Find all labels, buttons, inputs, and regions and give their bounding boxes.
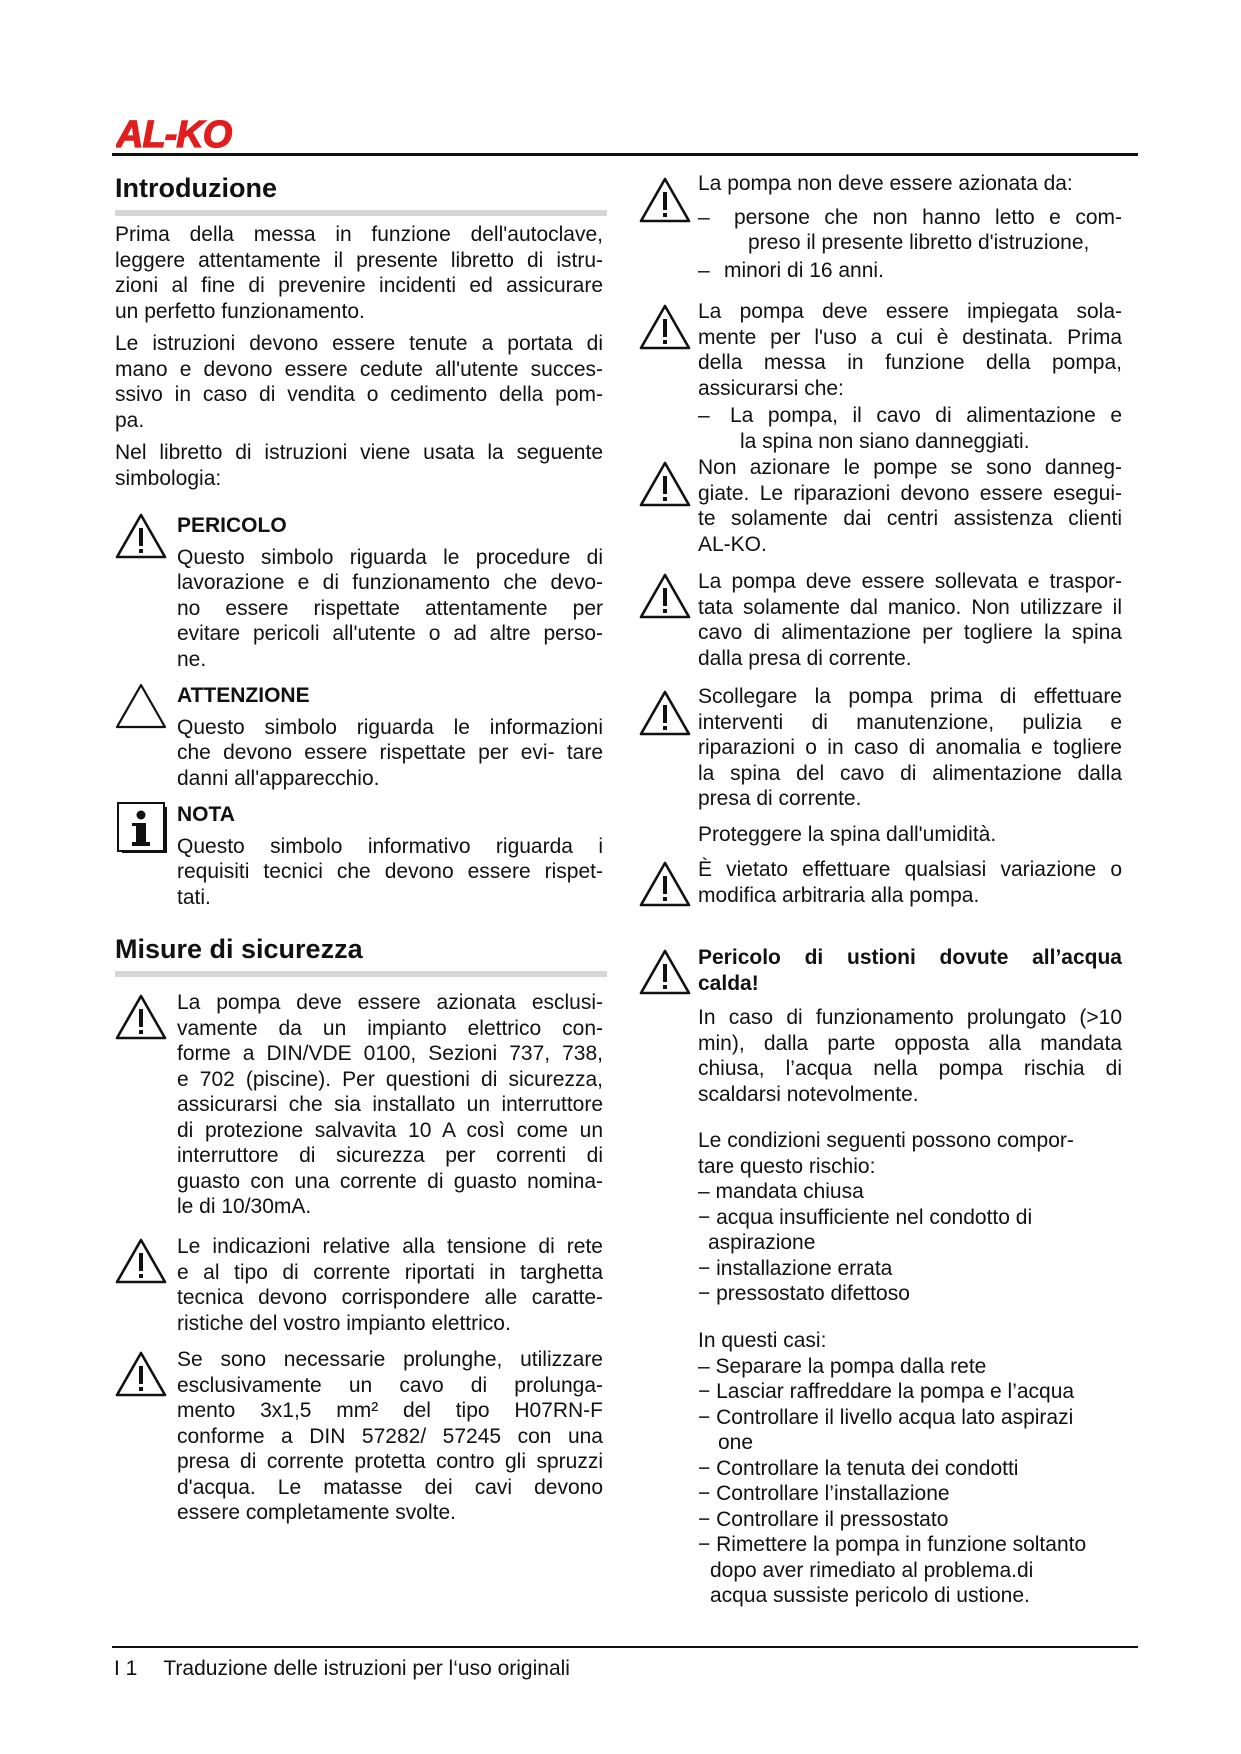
warning-icon <box>114 993 168 1041</box>
warning-icon <box>638 860 692 908</box>
hot-water-warning: Pericolo di ustioni dovute all’acqua calda! <box>698 946 1122 995</box>
warning-icon <box>114 1350 168 1398</box>
safety-warning-3: Se sono necessarie prolunghe, utilizzare esclusivamente un cavo di prolunga- mento 3x1,5 mm² del tipo H07RN-F conforme a DIN 57282/ 57245 con una presa di corrente protetta contro gli spruzzi d'acqua. Le matasse dei cavi devono essere completamente svolte. <box>177 1348 603 1524</box>
safety-rule <box>115 971 607 977</box>
list-item: − Lasciar raffreddare la pompa e l’acqua <box>698 1380 1075 1403</box>
warning-icon <box>114 512 168 560</box>
pericolo-title: PERICOLO <box>177 514 287 537</box>
list-item: − pressostato difettoso <box>698 1282 910 1305</box>
warning-icon <box>638 948 692 996</box>
intro-title: Introduzione <box>115 173 277 203</box>
info-icon <box>116 801 168 853</box>
list-item: − Controllare l’installazione <box>698 1482 950 1505</box>
header-rule <box>112 153 1138 156</box>
alko-logo <box>116 114 256 154</box>
warning-icon <box>638 176 692 224</box>
intro-paragraph-2: Le istruzioni devono essere tenute a portata di mano e devono essere cedute all'utente succes- ssivo in caso di vendita o cedimento della pom- pa. <box>115 332 603 432</box>
intro-rule <box>115 210 607 216</box>
list-item: − Controllare il livello acqua lato aspirazi <box>698 1405 1074 1429</box>
footer <box>114 1657 570 1681</box>
safety-warning-2: Le indicazioni relative alla tensione di rete e al tipo di corrente riportati in targhetta tecnica devono corrispondere alle caratte- ristiche del vostro impianto elettrico. <box>177 1235 603 1335</box>
list-item: – mandata chiusa <box>698 1180 864 1203</box>
lifting-warning: La pompa deve essere sollevata e traspor- tata solamente dal manico. Non utilizzare il cavo di alimentazione per togliere la spina dalla presa di corrente. <box>698 570 1122 670</box>
logo-text: AL-KO <box>116 114 232 154</box>
pericolo-block: PERICOLO Questo simbolo riguarda le procedure di lavorazione e di funzionamento che devo- no essere rispettate attentamente per evitare pericoli all'utente o ad altre perso- ne. <box>177 514 603 671</box>
list-item: – minori di 16 anni. <box>698 258 884 282</box>
nota-block: NOTA Questo simbolo informativo riguarda i requisiti tecnici che devono essere rispet- tati. <box>177 803 603 909</box>
hot-water-paragraph-1: In caso di funzionamento prolungato (>10 min), dalla parte opposta alla mandata chiusa, l’acqua nella pompa rischia di scaldarsi notevolmente. <box>698 1006 1122 1106</box>
list-item: – La pompa, il cavo di alimentazione e la spina non siano danneggiati. <box>698 404 1122 453</box>
intro-paragraph-1: Prima della messa in funzione dell'autoclave, leggere attentamente il presente libretto di istru- zioni al fine di prevenire incidenti ed assicurare un perfetto funzionamento. <box>115 223 603 323</box>
list-item: – Separare la pompa dalla rete <box>698 1354 987 1378</box>
intro-section <box>115 172 607 216</box>
list-item: − Controllare il pressostato <box>698 1507 949 1531</box>
warning-icon <box>638 460 692 508</box>
damaged-pump-warning: Non azionare le pompe se sono danneg- giate. Le riparazioni devono essere esegui- te solamente dai centri assistenza clienti AL-KO. <box>698 456 1122 556</box>
list-item: − Controllare la tenuta dei condotti <box>698 1456 1019 1480</box>
disconnect-warning: Scollegare la pompa prima di effettuare interventi di manutenzione, pulizia e riparazioni o in caso di anomalia e togliere la spina del cavo di alimentazione dalla presa di corrente. <box>698 685 1122 810</box>
list-item: − Rimettere la pompa in funzione soltanto <box>698 1533 1087 1556</box>
safety-title: Misure di sicurezza <box>115 934 363 964</box>
list-item: – persone che non hanno letto e com- preso il presente libretto d'istruzione, <box>698 205 1122 254</box>
pump-not-operated-by: La pompa non deve essere azionata da: – persone che non hanno letto e com- preso il presente libretto d'istruzione, – minori di 16 anni. <box>698 172 1122 282</box>
intro-paragraph-3: Nel libretto di istruzioni viene usata la seguente simbologia: <box>115 441 603 490</box>
humidity-note: Proteggere la spina dall'umidità. <box>698 823 997 846</box>
intended-use-warning: La pompa deve essere impiegata sola- mente per l'uso a cui è destinata. Prima della messa in funzione della pompa, assicurarsi che: – La pompa, il cavo di alimentazione e la spina non siano danneggiati. <box>698 300 1122 453</box>
list-item: − acqua insufficiente nel condotto di <box>698 1205 1033 1229</box>
footer-rule <box>112 1646 1138 1648</box>
attenzione-block: ATTENZIONE Questo simbolo riguarda le informazioni che devono essere rispettate per evi- tare danni all'apparecchio. <box>177 684 603 790</box>
nota-title: NOTA <box>177 803 235 826</box>
page-number: I 1 <box>114 1657 138 1680</box>
safety-warning-1: La pompa deve essere azionata esclusi- vamente da un impianto elettrico con- forme a DIN/VDE 0100, Sezioni 737, 738, e 702 (piscine). Per questioni di sicurezza, assicurarsi che sia installato un interruttore di protezione salvavita 10 A così come un interruttore di sicurezza per correnti di guasto con una corrente di guasto nomina- le di 10/30mA. <box>177 991 603 1218</box>
warning-icon <box>114 1237 168 1285</box>
warning-icon <box>638 689 692 737</box>
footer-text: Traduzione delle istruzioni per l‘uso originali <box>163 1657 570 1680</box>
caution-icon <box>114 682 168 730</box>
safety-section <box>115 933 607 977</box>
hot-water-conditions: Le condizioni seguenti possono compor- tare questo rischio: – mandata chiusa − acqua insufficiente nel condotto di aspirazione − installazione errata − pressostato difettoso <box>698 1128 1122 1307</box>
attenzione-title: ATTENZIONE <box>177 684 310 707</box>
warning-icon <box>638 572 692 620</box>
list-item: − installazione errata <box>698 1256 893 1280</box>
hot-water-title: Pericolo di ustioni dovute all’acqua <box>698 946 1122 969</box>
modification-warning: È vietato effettuare qualsiasi variazione o modifica arbitraria alla pompa. <box>698 858 1122 907</box>
warning-icon <box>638 303 692 351</box>
hot-water-actions: In questi casi: – Separare la pompa dalla rete − Lasciar raffreddare la pompa e l’acqua − Controllare il livello acqua lato aspirazi one − Controllare la tenuta dei condotti − Controllare l’installazione − Controllare il pressostato − Rimettere la pompa in funzione soltanto dopo aver rimediato al problema.di acqua sussiste pericolo di ustione. <box>698 1328 1122 1609</box>
